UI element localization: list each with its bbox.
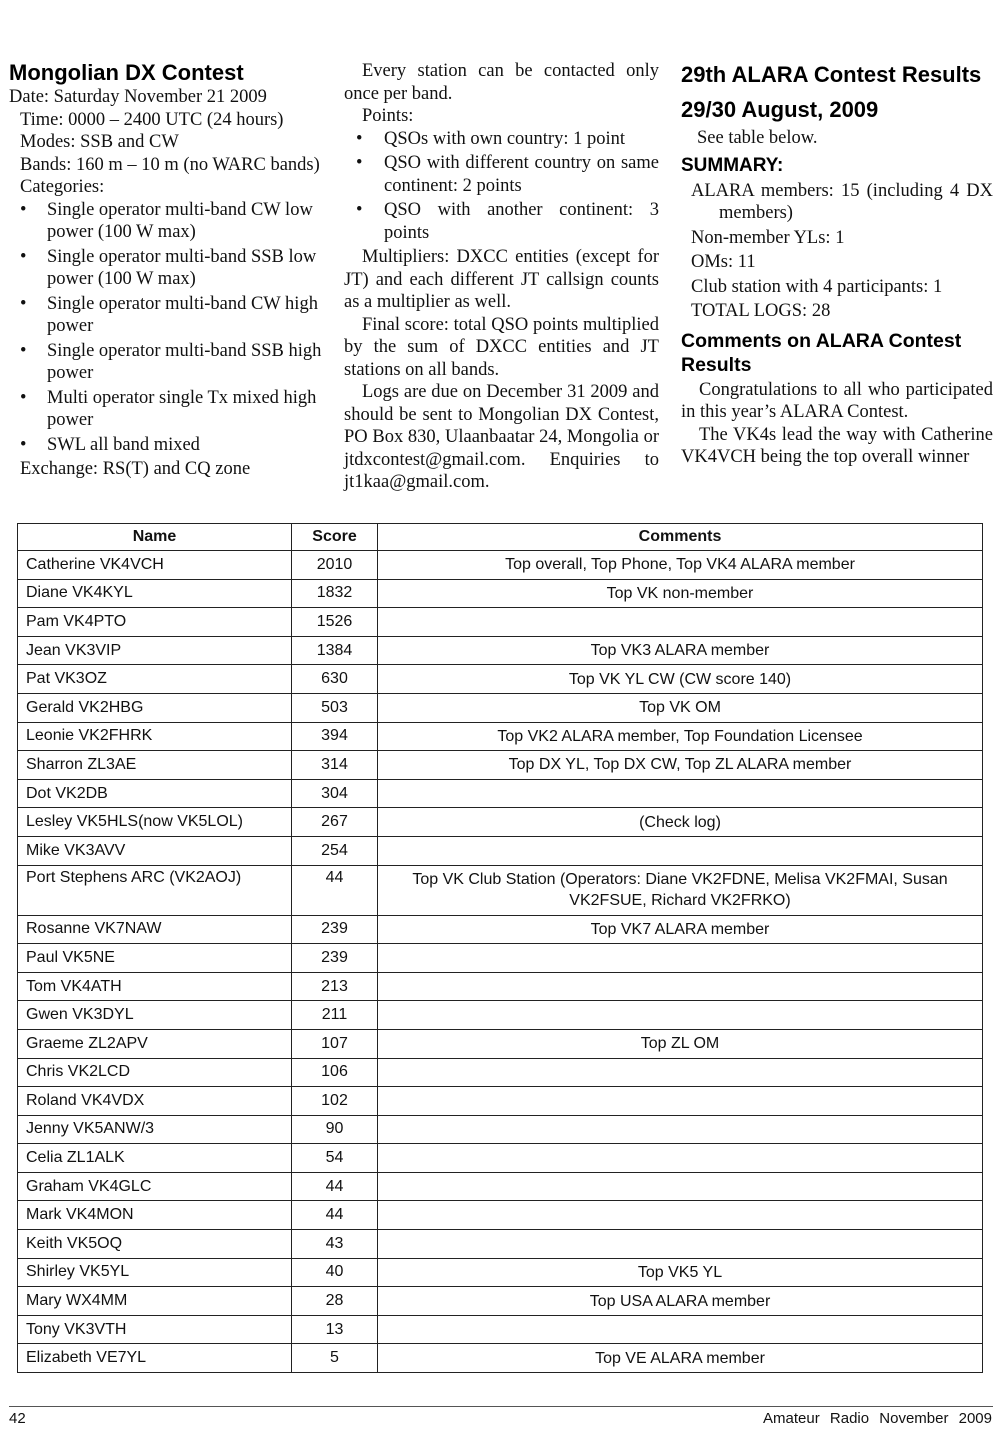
table-row (18, 665, 983, 694)
table-row (18, 865, 983, 915)
table-row (18, 751, 983, 780)
name-cell: Lesley VK5HLS(now VK5LOL) (18, 808, 292, 837)
congrats-text: Congratulations to all who participated in this year’s ALARA Contest. (681, 379, 993, 422)
table-row (18, 1230, 983, 1259)
name-cell: Dot VK2DB (18, 779, 292, 808)
multipliers-text: Multipliers: DXCC entities (except for JT) and each different JT callsign counts as a multiplier as well. (344, 247, 659, 312)
score-cell: 107 (292, 1029, 378, 1058)
header-comments: Comments (378, 524, 983, 551)
points-item: • QSO with different country on same continent: 2 points (344, 152, 659, 197)
magazine-footer: Amateur Radio November 2009 (763, 1410, 992, 1427)
score-cell: 503 (292, 693, 378, 722)
comment-cell (378, 836, 983, 865)
table-row (18, 1058, 983, 1087)
summary-non-members: Non-member YLs: 1 (691, 227, 845, 248)
mongolian-date: Date: Saturday November 21 2009 (9, 87, 267, 107)
mongolian-categories-label: Categories: (20, 177, 105, 197)
comment-cell: Top VK3 ALARA member (378, 636, 983, 665)
name-cell: Roland VK4VDX (18, 1087, 292, 1116)
category-item: • Single operator multi-band CW high power (9, 293, 329, 338)
comment-cell (378, 1230, 983, 1259)
name-cell: Tom VK4ATH (18, 972, 292, 1001)
table-row (18, 1029, 983, 1058)
comment-cell: Top VK YL CW (CW score 140) (378, 665, 983, 694)
table-row (18, 1258, 983, 1287)
comment-cell: Top VK non-member (378, 579, 983, 608)
comment-cell: Top VE ALARA member (378, 1344, 983, 1373)
comment-cell: Top VK7 ALARA member (378, 915, 983, 944)
mongolian-bands: Bands: 160 m – 10 m (no WARC bands) (20, 154, 320, 175)
summary-members: ALARA members: 15 (including 4 DX members) (691, 180, 993, 223)
score-cell: 314 (292, 751, 378, 780)
table-row (18, 551, 983, 580)
score-cell: 90 (292, 1115, 378, 1144)
header-name: Name (18, 524, 292, 551)
score-cell: 630 (292, 665, 378, 694)
comment-cell: Top DX YL, Top DX CW, Top ZL ALARA member (378, 751, 983, 780)
name-cell: Elizabeth VE7YL (18, 1344, 292, 1373)
table-row (18, 779, 983, 808)
table-row (18, 608, 983, 637)
footer-rule (9, 1406, 993, 1407)
score-cell: 28 (292, 1287, 378, 1316)
comment-cell (378, 1001, 983, 1030)
score-cell: 239 (292, 944, 378, 973)
category-item: • Single operator multi-band SSB high power (9, 340, 329, 385)
table-row (18, 722, 983, 751)
points-list (344, 128, 659, 245)
points-item: • QSOs with own country: 1 point (344, 128, 659, 151)
comment-cell (378, 1144, 983, 1173)
table-row (18, 1287, 983, 1316)
category-item: • Single operator multi-band SSB low power (100 W max) (9, 246, 329, 291)
mongolian-time: Time: 0000 – 2400 UTC (24 hours) (20, 109, 284, 130)
header-score: Score (292, 524, 378, 551)
table-row (18, 836, 983, 865)
score-cell: 239 (292, 915, 378, 944)
mongolian-article (9, 56, 329, 481)
logs-text: Logs are due on December 31 2009 and should be sent to Mongolian DX Contest, PO Box 830, Ulaanbaatar 24, Mongolia or jtdxcontest@gmail.com. Enquiries to jt1kaa@gmail.com. (344, 382, 659, 492)
table-row (18, 808, 983, 837)
comment-cell (378, 1087, 983, 1116)
table-row (18, 1344, 983, 1373)
points-label: Points: (362, 106, 414, 126)
table-row (18, 579, 983, 608)
comment-cell: Top overall, Top Phone, Top VK4 ALARA member (378, 551, 983, 580)
comment-cell: Top USA ALARA member (378, 1287, 983, 1316)
score-cell: 44 (292, 1172, 378, 1201)
name-cell: Mary WX4MM (18, 1287, 292, 1316)
name-cell: Leonie VK2FHRK (18, 722, 292, 751)
comment-cell (378, 1315, 983, 1344)
every-station-text: Every station can be contacted only once per band. (344, 61, 659, 104)
score-cell: 102 (292, 1087, 378, 1116)
alara-title: 29th ALARA Contest Results (681, 62, 982, 87)
name-cell: Graham VK4GLC (18, 1172, 292, 1201)
score-cell: 211 (292, 1001, 378, 1030)
name-cell: Paul VK5NE (18, 944, 292, 973)
name-cell: Chris VK2LCD (18, 1058, 292, 1087)
summary-total: TOTAL LOGS: 28 (691, 301, 831, 321)
comment-cell (378, 1058, 983, 1087)
table-row (18, 1201, 983, 1230)
table-row (18, 1172, 983, 1201)
category-item: • Multi operator single Tx mixed high power (9, 387, 329, 432)
score-cell: 43 (292, 1230, 378, 1259)
table-row (18, 1315, 983, 1344)
score-cell: 13 (292, 1315, 378, 1344)
category-item: • SWL all band mixed (9, 434, 329, 457)
page-number: 42 (9, 1410, 26, 1427)
name-cell: Celia ZL1ALK (18, 1144, 292, 1173)
comment-cell: Top ZL OM (378, 1029, 983, 1058)
alara-article (681, 56, 993, 469)
summary-club: Club station with 4 participants: 1 (691, 276, 943, 297)
mongolian-modes: Modes: SSB and CW (20, 132, 179, 152)
comment-cell: Top VK2 ALARA member, Top Foundation Licensee (378, 722, 983, 751)
comment-cell: Top VK Club Station (Operators: Diane VK2FDNE, Melisa VK2FMAI, Susan VK2FSUE, Richard VK2FRKO) (378, 865, 983, 915)
score-cell: 1526 (292, 608, 378, 637)
score-cell: 1832 (292, 579, 378, 608)
vk4s-text: The VK4s lead the way with Catherine VK4VCH being the top overall winner (681, 424, 993, 467)
final-score-text: Final score: total QSO points multiplied by the sum of DXCC entities and JT stations on all bands. (344, 314, 659, 380)
summary-oms: OMs: 11 (691, 252, 756, 272)
name-cell: Mark VK4MON (18, 1201, 292, 1230)
summary-heading: SUMMARY: (681, 154, 784, 176)
categories-list (9, 199, 329, 457)
score-cell: 213 (292, 972, 378, 1001)
score-cell: 54 (292, 1144, 378, 1173)
name-cell: Catherine VK4VCH (18, 551, 292, 580)
mongolian-exchange: Exchange: RS(T) and CQ zone (20, 459, 251, 479)
table-row (18, 1115, 983, 1144)
score-cell: 1384 (292, 636, 378, 665)
name-cell: Graeme ZL2APV (18, 1029, 292, 1058)
score-cell: 2010 (292, 551, 378, 580)
table-row (18, 972, 983, 1001)
comment-cell: Top VK OM (378, 693, 983, 722)
see-table-text: See table below. (697, 128, 818, 148)
alara-date: 29/30 August, 2009 (681, 97, 879, 122)
category-item: • Single operator multi-band CW low power (100 W max) (9, 199, 329, 244)
comment-cell (378, 779, 983, 808)
name-cell: Jenny VK5ANW/3 (18, 1115, 292, 1144)
name-cell: Shirley VK5YL (18, 1258, 292, 1287)
mongolian-title: Mongolian DX Contest (9, 60, 244, 85)
score-cell: 44 (292, 1201, 378, 1230)
table-header-row (18, 524, 983, 551)
score-cell: 44 (292, 865, 378, 915)
comments-heading: Comments on ALARA Contest Results (681, 329, 962, 376)
name-cell: Rosanne VK7NAW (18, 915, 292, 944)
name-cell: Tony VK3VTH (18, 1315, 292, 1344)
comment-cell (378, 972, 983, 1001)
table-row (18, 1087, 983, 1116)
comment-cell (378, 608, 983, 637)
name-cell: Pam VK4PTO (18, 608, 292, 637)
score-cell: 304 (292, 779, 378, 808)
score-cell: 394 (292, 722, 378, 751)
table-row (18, 915, 983, 944)
name-cell: Keith VK5OQ (18, 1230, 292, 1259)
table-row (18, 944, 983, 973)
comment-cell: (Check log) (378, 808, 983, 837)
points-item: • QSO with another continent: 3 points (344, 199, 659, 244)
name-cell: Sharron ZL3AE (18, 751, 292, 780)
name-cell: Port Stephens ARC (VK2AOJ) (18, 865, 292, 915)
table-row (18, 1144, 983, 1173)
score-cell: 254 (292, 836, 378, 865)
results-body (18, 551, 983, 1373)
score-cell: 106 (292, 1058, 378, 1087)
name-cell: Mike VK3AVV (18, 836, 292, 865)
table-row (18, 1001, 983, 1030)
table-row (18, 636, 983, 665)
score-cell: 267 (292, 808, 378, 837)
name-cell: Gerald VK2HBG (18, 693, 292, 722)
mongolian-article-continued (344, 60, 659, 494)
comment-cell (378, 944, 983, 973)
comment-cell (378, 1172, 983, 1201)
score-cell: 5 (292, 1344, 378, 1373)
table-row (18, 693, 983, 722)
name-cell: Diane VK4KYL (18, 579, 292, 608)
comment-cell (378, 1115, 983, 1144)
comment-cell: Top VK5 YL (378, 1258, 983, 1287)
results-table (17, 523, 983, 1373)
score-cell: 40 (292, 1258, 378, 1287)
name-cell: Jean VK3VIP (18, 636, 292, 665)
name-cell: Pat VK3OZ (18, 665, 292, 694)
name-cell: Gwen VK3DYL (18, 1001, 292, 1030)
comment-cell (378, 1201, 983, 1230)
